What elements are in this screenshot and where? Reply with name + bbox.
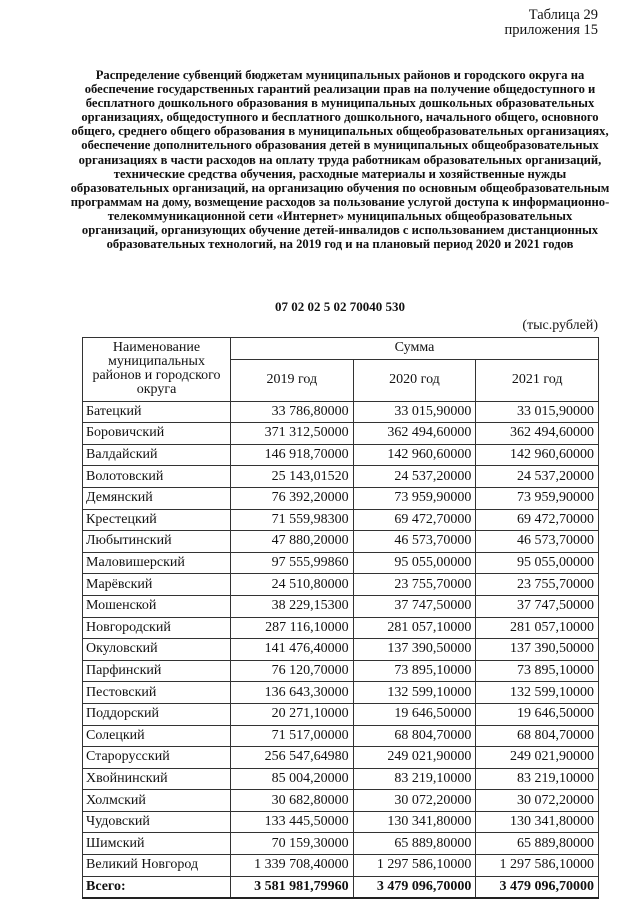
table-row — [83, 811, 599, 833]
year-header-2019: 2019 год — [231, 359, 354, 401]
district-name: Поддорский — [83, 703, 231, 725]
document-heading: Распределение субвенций бюджетам муниципальных районов и городского округа на обеспечение государственных гарантий реализации прав на получение общедоступного и бесплатного дошкольного образования в муниципальных дошкольных образовательных организациях, общедоступного и бесплатного дошкольного, начального общего, основного общего, среднего общего образования в муниципальных общеобразовательных организациях, обеспечение дополнительного образования детей в муниципальных общеобразовательных организациях в части расходов на оплату труда работникам образовательных организаций, технические средства обучения, расходные материалы и хозяйственные нужды образовательных организаций, на организацию обучения по основным общеобразовательным программам на дому, возмещение расходов за пользование услугой доступа к информационно-телекоммуникационной сети «Интернет» муниципальных общеобразовательных организаций, организующих обучение детей-инвалидов с использованием дистанционных образовательных технологий, на 2019 год и на плановый период 2020 и 2021 годов — [70, 68, 610, 252]
amount-2020: 19 646,50000 — [353, 703, 476, 725]
amount-2021: 281 057,10000 — [476, 617, 599, 639]
table-row — [83, 487, 599, 509]
amount-2020: 69 472,70000 — [353, 509, 476, 531]
table-row — [83, 552, 599, 574]
amount-2021: 1 297 586,10000 — [476, 855, 599, 877]
amount-2019: 47 880,20000 — [231, 531, 354, 553]
district-name: Всего: — [83, 876, 231, 898]
table-row — [83, 768, 599, 790]
amount-2021: 95 055,00000 — [476, 552, 599, 574]
sum-column-header: Сумма — [231, 338, 599, 360]
amount-2021: 362 494,60000 — [476, 423, 599, 445]
appendix-number: приложения 15 — [504, 22, 598, 38]
amount-2021: 68 804,70000 — [476, 725, 599, 747]
table-row — [83, 790, 599, 812]
district-name: Солецкий — [83, 725, 231, 747]
subvention-table — [82, 337, 599, 899]
amount-2019: 97 555,99860 — [231, 552, 354, 574]
district-name: Любытинский — [83, 531, 231, 553]
amount-2021: 23 755,70000 — [476, 574, 599, 596]
district-name: Новгородский — [83, 617, 231, 639]
amount-2021: 73 959,90000 — [476, 487, 599, 509]
table-row — [83, 703, 599, 725]
table-row — [83, 660, 599, 682]
district-name: Парфинский — [83, 660, 231, 682]
district-name: Мошенской — [83, 595, 231, 617]
amount-2020: 24 537,20000 — [353, 466, 476, 488]
table-row — [83, 725, 599, 747]
amount-2019: 33 786,80000 — [231, 401, 354, 423]
amount-2021: 33 015,90000 — [476, 401, 599, 423]
amount-2019: 146 918,70000 — [231, 444, 354, 466]
amount-2020: 68 804,70000 — [353, 725, 476, 747]
table-row — [83, 833, 599, 855]
amount-2019: 141 476,40000 — [231, 639, 354, 661]
district-name: Холмский — [83, 790, 231, 812]
amount-2020: 83 219,10000 — [353, 768, 476, 790]
amount-2020: 73 959,90000 — [353, 487, 476, 509]
amount-2020: 137 390,50000 — [353, 639, 476, 661]
district-name: Маловишерский — [83, 552, 231, 574]
table-row — [83, 595, 599, 617]
table-row — [83, 574, 599, 596]
amount-2020: 65 889,80000 — [353, 833, 476, 855]
amount-2021: 130 341,80000 — [476, 811, 599, 833]
amount-2021: 65 889,80000 — [476, 833, 599, 855]
amount-2019: 76 120,70000 — [231, 660, 354, 682]
table-row — [83, 682, 599, 704]
year-header-2020: 2020 год — [353, 359, 476, 401]
amount-2019: 25 143,01520 — [231, 466, 354, 488]
table-row — [83, 531, 599, 553]
amount-2019: 38 229,15300 — [231, 595, 354, 617]
table-reference — [505, 8, 598, 38]
district-name: Великий Новгород — [83, 855, 231, 877]
amount-2021: 19 646,50000 — [476, 703, 599, 725]
amount-2019: 371 312,50000 — [231, 423, 354, 445]
table-row — [83, 747, 599, 769]
amount-2019: 71 517,00000 — [231, 725, 354, 747]
amount-2019: 1 339 708,40000 — [231, 855, 354, 877]
amount-2021: 37 747,50000 — [476, 595, 599, 617]
district-name: Волотовский — [83, 466, 231, 488]
district-name: Марёвский — [83, 574, 231, 596]
amount-2019: 136 643,30000 — [231, 682, 354, 704]
amount-2019: 70 159,30000 — [231, 833, 354, 855]
amount-2019: 71 559,98300 — [231, 509, 354, 531]
amount-2019: 133 445,50000 — [231, 811, 354, 833]
unit-label: (тыс.рублей) — [522, 318, 598, 333]
table-row — [83, 509, 599, 531]
amount-2019: 30 682,80000 — [231, 790, 354, 812]
district-name: Шимский — [83, 833, 231, 855]
amount-2020: 130 341,80000 — [353, 811, 476, 833]
amount-2020: 281 057,10000 — [353, 617, 476, 639]
amount-2021: 46 573,70000 — [476, 531, 599, 553]
table-row — [83, 855, 599, 877]
name-column-header: Наименование муниципальных районов и городского округа — [83, 338, 231, 402]
amount-2020: 46 573,70000 — [353, 531, 476, 553]
amount-2019: 76 392,20000 — [231, 487, 354, 509]
amount-2020: 33 015,90000 — [353, 401, 476, 423]
table-row — [83, 444, 599, 466]
district-name: Демянский — [83, 487, 231, 509]
amount-2020: 95 055,00000 — [353, 552, 476, 574]
amount-2021: 137 390,50000 — [476, 639, 599, 661]
district-name: Старорусский — [83, 747, 231, 769]
amount-2021: 132 599,10000 — [476, 682, 599, 704]
amount-2019: 256 547,64980 — [231, 747, 354, 769]
amount-2020: 23 755,70000 — [353, 574, 476, 596]
amount-2021: 249 021,90000 — [476, 747, 599, 769]
table-row — [83, 401, 599, 423]
amount-2019: 287 116,10000 — [231, 617, 354, 639]
district-name: Крестецкий — [83, 509, 231, 531]
amount-2020: 30 072,20000 — [353, 790, 476, 812]
total-row — [83, 876, 599, 898]
amount-2020: 132 599,10000 — [353, 682, 476, 704]
amount-2021: 83 219,10000 — [476, 768, 599, 790]
amount-2021: 30 072,20000 — [476, 790, 599, 812]
amount-2021: 69 472,70000 — [476, 509, 599, 531]
amount-2021: 3 479 096,70000 — [476, 876, 599, 898]
amount-2019: 24 510,80000 — [231, 574, 354, 596]
year-header-2021: 2021 год — [476, 359, 599, 401]
district-name: Чудовский — [83, 811, 231, 833]
table-row — [83, 466, 599, 488]
amount-2019: 85 004,20000 — [231, 768, 354, 790]
amount-2020: 142 960,60000 — [353, 444, 476, 466]
amount-2020: 3 479 096,70000 — [353, 876, 476, 898]
table-row — [83, 423, 599, 445]
district-name: Боровичский — [83, 423, 231, 445]
amount-2019: 20 271,10000 — [231, 703, 354, 725]
amount-2021: 142 960,60000 — [476, 444, 599, 466]
amount-2020: 249 021,90000 — [353, 747, 476, 769]
amount-2021: 24 537,20000 — [476, 466, 599, 488]
table-row — [83, 639, 599, 661]
table-row — [83, 617, 599, 639]
district-name: Батецкий — [83, 401, 231, 423]
table-number: Таблица 29 — [528, 7, 598, 23]
district-name: Окуловский — [83, 639, 231, 661]
amount-2021: 73 895,10000 — [476, 660, 599, 682]
amount-2019: 3 581 981,79960 — [231, 876, 354, 898]
amount-2020: 37 747,50000 — [353, 595, 476, 617]
district-name: Хвойнинский — [83, 768, 231, 790]
amount-2020: 73 895,10000 — [353, 660, 476, 682]
district-name: Пестовский — [83, 682, 231, 704]
district-name: Валдайский — [83, 444, 231, 466]
amount-2020: 1 297 586,10000 — [353, 855, 476, 877]
budget-code: 07 02 02 5 02 70040 530 — [275, 299, 405, 314]
amount-2020: 362 494,60000 — [353, 423, 476, 445]
